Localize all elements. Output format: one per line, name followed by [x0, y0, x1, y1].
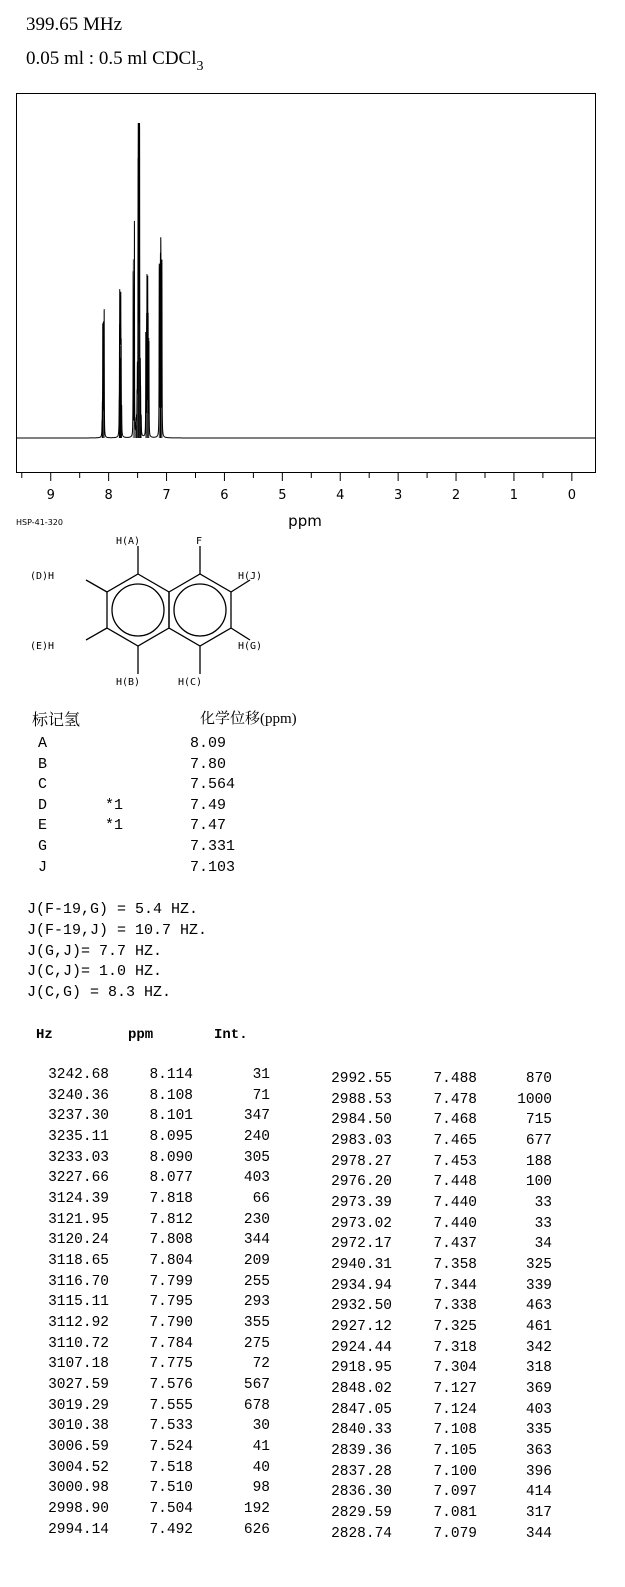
peak-ppm: 8.101	[149, 1108, 193, 1125]
peak-int: 317	[525, 1505, 552, 1522]
peak-int: 40	[252, 1459, 270, 1476]
peak-hz: 3118.65	[48, 1253, 109, 1270]
peak-ppm: 7.440	[433, 1215, 477, 1232]
label-hg: H(G)	[238, 641, 263, 652]
peak-int: 461	[525, 1319, 552, 1336]
peak-ppm: 7.818	[149, 1191, 193, 1208]
peak-hz: 3019.29	[48, 1397, 109, 1414]
label-hj: H(J)	[238, 571, 263, 582]
shift-note: *1	[105, 796, 124, 814]
molecule-structure	[20, 530, 290, 695]
peak-ppm: 8.077	[149, 1170, 193, 1187]
peak-header-hz: Hz	[36, 1027, 53, 1043]
shift-label: A	[38, 735, 48, 752]
peak-ppm: 7.518	[149, 1459, 193, 1476]
peak-int: 870	[525, 1071, 552, 1087]
peak-hz: 2848.02	[331, 1381, 392, 1398]
peak-hz: 2836.30	[331, 1484, 392, 1501]
peak-ppm: 7.478	[433, 1091, 477, 1108]
peak-header-ppm: ppm	[128, 1027, 154, 1043]
shift-value: 7.564	[190, 776, 236, 794]
peak-hz: 2973.02	[331, 1215, 392, 1232]
coupling-line: J(F-19,J) = 10.7 HZ.	[27, 921, 208, 939]
peak-hz: 2972.17	[331, 1236, 392, 1253]
peak-int: 344	[525, 1525, 552, 1542]
peak-ppm: 7.808	[149, 1232, 193, 1249]
peak-ppm: 8.090	[149, 1149, 193, 1166]
peak-hz: 3116.70	[48, 1273, 109, 1290]
peak-layer	[16, 123, 595, 438]
peak-int: 98	[252, 1480, 270, 1497]
peak-int: 100	[525, 1174, 552, 1191]
peak-ppm: 7.358	[433, 1257, 477, 1274]
aromatic-circle-right	[174, 584, 226, 636]
ring-right	[169, 574, 231, 646]
nmr-spectrum-chart	[0, 0, 625, 540]
peak-hz: 2828.74	[331, 1525, 392, 1542]
peak-hz: 3010.38	[48, 1418, 109, 1435]
peak-int: 363	[525, 1443, 552, 1460]
peak-hz: 2934.94	[331, 1277, 392, 1294]
peak-int: 567	[243, 1377, 270, 1394]
peak-hz: 3235.11	[48, 1129, 109, 1145]
peak-hz: 2988.53	[331, 1091, 392, 1108]
x-tick-label: 9	[46, 488, 55, 503]
label-f: F	[196, 536, 203, 547]
peak-ppm: 7.492	[149, 1521, 193, 1538]
peak-ppm: 7.784	[149, 1335, 193, 1352]
peak-ppm: 7.799	[149, 1273, 193, 1290]
shift-note: *1	[105, 817, 124, 835]
peak-int: 1000	[517, 1091, 552, 1108]
peak-int: 31	[252, 1067, 270, 1083]
peak-int: 230	[243, 1211, 270, 1228]
x-tick-label: 8	[104, 488, 113, 503]
peak-hz: 2978.27	[331, 1153, 392, 1170]
peak-ppm: 7.448	[433, 1174, 477, 1191]
spectrum-code: HSP-41-320	[16, 518, 63, 527]
peak-int: 325	[525, 1257, 552, 1274]
coupling-line: J(C,G) = 8.3 HZ.	[27, 984, 172, 1002]
peak-ppm: 7.437	[433, 1236, 477, 1253]
peak-hz: 3110.72	[48, 1335, 109, 1352]
peak-header-int: Int.	[214, 1027, 248, 1043]
x-axis	[22, 473, 576, 503]
label-hd: (D)H	[30, 571, 55, 582]
shift-value: 7.331	[190, 838, 236, 855]
peak-hz: 2927.12	[331, 1319, 392, 1336]
peak-ppm: 7.804	[149, 1253, 193, 1270]
peak-hz: 3233.03	[48, 1149, 109, 1166]
peak-hz: 2984.50	[331, 1112, 392, 1129]
peak-hz: 3242.68	[48, 1067, 109, 1083]
peak-int: 342	[525, 1339, 552, 1356]
x-tick-label: 6	[220, 488, 229, 503]
peak-int: 305	[243, 1149, 270, 1166]
peak-ppm: 7.510	[149, 1480, 193, 1497]
peak-int: 355	[243, 1315, 270, 1332]
peak-int: 34	[534, 1236, 552, 1253]
shift-label: D	[38, 796, 48, 814]
peak-ppm: 7.576	[149, 1377, 193, 1394]
peak-hz: 2829.59	[331, 1505, 392, 1522]
shift-label: G	[38, 838, 48, 855]
peak-ppm: 7.108	[433, 1422, 477, 1439]
peak-hz: 3120.24	[48, 1232, 109, 1249]
peak-ppm: 7.440	[433, 1195, 477, 1212]
shift-value: 7.80	[190, 755, 227, 773]
x-tick-label: 0	[567, 488, 576, 503]
peak-int: 33	[534, 1215, 552, 1232]
peak-ppm: 7.524	[149, 1439, 193, 1456]
peak-hz: 3006.59	[48, 1439, 109, 1456]
peak-hz: 3124.39	[48, 1191, 109, 1208]
sample-subscript: 3	[196, 59, 204, 74]
x-tick-label: 2	[451, 488, 461, 503]
shift-header-label: 标记氢	[32, 712, 81, 729]
peak-int: 192	[243, 1501, 270, 1518]
peak-ppm: 7.304	[433, 1360, 477, 1377]
peak-hz: 2998.90	[48, 1501, 109, 1518]
peak-int: 626	[243, 1521, 270, 1538]
peak-hz: 2918.95	[331, 1360, 392, 1377]
peak-int: 414	[525, 1484, 552, 1501]
shift-value: 7.49	[190, 796, 227, 814]
peak-ppm: 7.325	[433, 1319, 477, 1336]
peak-hz: 3227.66	[48, 1170, 109, 1187]
shift-label: J	[38, 858, 48, 876]
peak-int: 339	[525, 1277, 552, 1294]
peak-ppm: 8.095	[149, 1129, 193, 1145]
peak-ppm: 7.079	[433, 1525, 477, 1542]
peak-int: 275	[243, 1335, 270, 1352]
peak-int: 209	[243, 1253, 270, 1270]
peak-hz: 2840.33	[331, 1422, 392, 1439]
x-tick-label: 4	[336, 488, 345, 503]
peak-int: 240	[243, 1129, 270, 1145]
peak-ppm: 8.108	[149, 1087, 193, 1104]
peak-hz: 2976.20	[331, 1174, 392, 1191]
peak-hz: 3115.11	[48, 1294, 109, 1311]
peak-ppm: 7.504	[149, 1501, 193, 1518]
peak-int: 255	[243, 1273, 270, 1290]
peak-int: 71	[252, 1087, 270, 1104]
peak-hz: 3237.30	[48, 1108, 109, 1125]
peak-hz: 2994.14	[48, 1521, 109, 1538]
sample-text: 0.05 ml : 0.5 ml CDCl	[26, 48, 197, 69]
peak-int: 369	[525, 1381, 552, 1398]
peak-int: 41	[252, 1439, 270, 1456]
peak-int: 396	[525, 1463, 552, 1480]
peak-ppm: 7.105	[433, 1443, 477, 1460]
peak-ppm: 7.097	[433, 1484, 477, 1501]
peak-ppm: 7.775	[149, 1356, 193, 1373]
peak-hz: 3027.59	[48, 1377, 109, 1394]
peak-int: 344	[243, 1232, 270, 1249]
peak-int: 463	[525, 1298, 552, 1315]
label-he: (E)H	[30, 641, 55, 652]
peak-hz: 2847.05	[331, 1401, 392, 1418]
peak-hz: 2932.50	[331, 1298, 392, 1315]
label-hc: H(C)	[178, 677, 203, 688]
shift-value: 7.103	[190, 858, 236, 876]
label-hb: H(B)	[116, 677, 141, 688]
peak-ppm: 7.318	[433, 1339, 477, 1356]
shift-label: B	[38, 755, 48, 773]
peak-int: 403	[243, 1170, 270, 1187]
shift-label: E	[38, 817, 48, 835]
peak-int: 188	[525, 1153, 552, 1170]
peak-ppm: 7.081	[433, 1505, 477, 1522]
peak-int: 318	[525, 1360, 552, 1377]
peak-int: 72	[252, 1356, 270, 1373]
x-tick-label: 5	[278, 488, 287, 503]
peak-ppm: 7.533	[149, 1418, 193, 1435]
peak-hz: 2940.31	[331, 1257, 392, 1274]
peak-int: 66	[252, 1191, 270, 1208]
peak-ppm: 7.488	[433, 1071, 477, 1087]
peak-hz: 2983.03	[331, 1133, 392, 1149]
peak-ppm: 7.795	[149, 1294, 193, 1311]
peak-ppm: 7.812	[149, 1211, 193, 1228]
label-ha: H(A)	[116, 536, 141, 547]
peak-int: 335	[525, 1422, 552, 1439]
bond-hg	[231, 628, 250, 640]
peak-ppm: 7.555	[149, 1397, 193, 1414]
peak-ppm: 7.790	[149, 1315, 193, 1332]
peak-ppm: 8.114	[149, 1067, 193, 1083]
peak-hz: 2992.55	[331, 1071, 392, 1087]
aromatic-circle-left	[112, 584, 164, 636]
peak-ppm: 7.100	[433, 1463, 477, 1480]
peak-hz: 3004.52	[48, 1459, 109, 1476]
peak-int: 30	[252, 1418, 270, 1435]
shift-label: C	[38, 776, 48, 794]
shift-value: 8.09	[190, 735, 227, 752]
x-axis-label: ppm	[288, 512, 322, 530]
peak-hz: 2924.44	[331, 1339, 392, 1356]
peak-int: 678	[243, 1397, 270, 1414]
coupling-line: J(C,J)= 1.0 HZ.	[27, 963, 163, 981]
peak-ppm: 7.344	[433, 1277, 477, 1294]
ring-left	[107, 574, 169, 646]
peak-int: 677	[525, 1133, 552, 1149]
peak-ppm: 7.453	[433, 1153, 477, 1170]
peak-hz: 2973.39	[331, 1195, 392, 1212]
peak-ppm: 7.124	[433, 1401, 477, 1418]
peak-hz: 3107.18	[48, 1356, 109, 1373]
peak-ppm: 7.127	[433, 1381, 477, 1398]
x-tick-label: 3	[393, 488, 403, 503]
peak-int: 293	[243, 1294, 270, 1311]
bond-he	[86, 628, 107, 640]
peak-ppm: 7.465	[433, 1133, 477, 1149]
peak-ppm: 7.338	[433, 1298, 477, 1315]
peak-hz: 3112.92	[48, 1315, 109, 1332]
bond-hd	[86, 580, 107, 592]
peak-hz: 2837.28	[331, 1463, 392, 1480]
coupling-line: J(G,J)= 7.7 HZ.	[27, 942, 163, 960]
peak-int: 715	[525, 1112, 552, 1129]
peak-hz: 2839.36	[331, 1443, 392, 1460]
peak-ppm: 7.468	[433, 1112, 477, 1129]
molecule-bonds	[86, 546, 250, 674]
peak-int: 347	[243, 1108, 270, 1125]
peak-hz: 3000.98	[48, 1480, 109, 1497]
peak-int: 403	[525, 1401, 552, 1418]
shift-value: 7.47	[190, 817, 227, 835]
x-tick-label: 7	[162, 488, 171, 503]
spectrometer-frequency: 399.65 MHz	[26, 14, 123, 35]
shift-header-ppm: 化学位移(ppm)	[200, 711, 297, 727]
peak-int: 33	[534, 1195, 552, 1212]
peak-hz: 3240.36	[48, 1087, 109, 1104]
peak-hz: 3121.95	[48, 1211, 109, 1228]
coupling-line: J(F-19,G) = 5.4 HZ.	[27, 901, 199, 918]
x-tick-label: 1	[509, 488, 519, 503]
